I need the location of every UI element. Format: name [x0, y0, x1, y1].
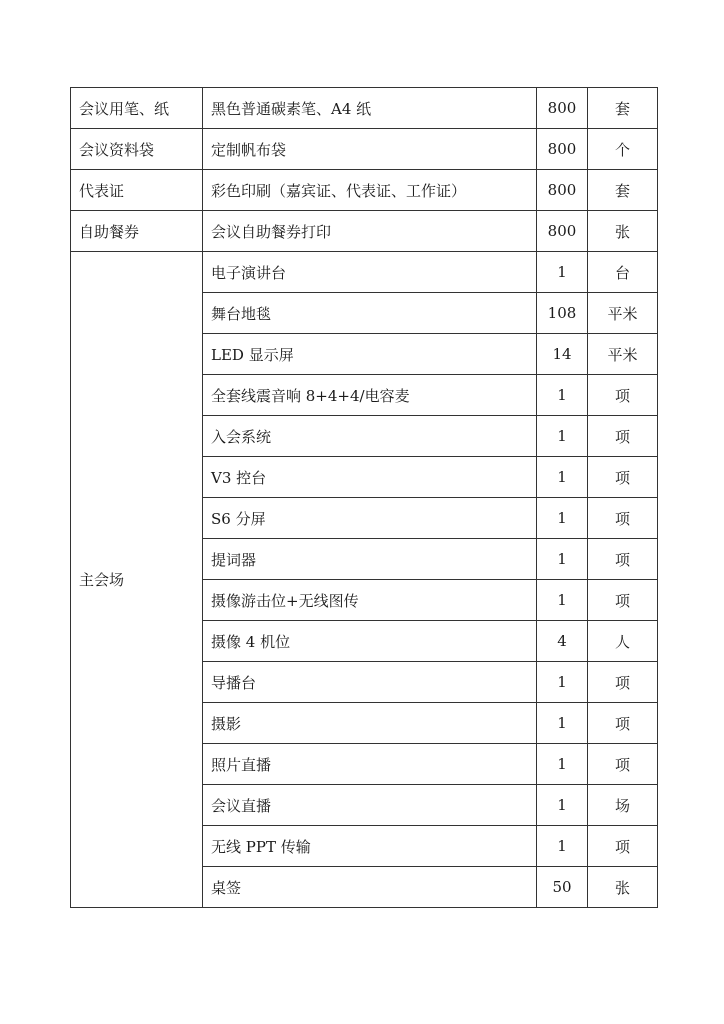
item-cell: 无线 PPT 传输 [203, 826, 537, 867]
quantity-cell: 1 [537, 457, 588, 498]
quantity-cell: 1 [537, 580, 588, 621]
unit-cell: 项 [588, 457, 658, 498]
quantity-cell: 1 [537, 252, 588, 293]
unit-cell: 项 [588, 539, 658, 580]
main-venue-category-cell: 主会场 [71, 252, 203, 908]
quantity-cell: 1 [537, 375, 588, 416]
quantity-cell: 1 [537, 498, 588, 539]
unit-cell: 张 [588, 867, 658, 908]
category-cell: 会议用笔、纸 [71, 88, 203, 129]
category-cell: 代表证 [71, 170, 203, 211]
unit-cell: 套 [588, 170, 658, 211]
item-cell: 桌签 [203, 867, 537, 908]
item-cell: 定制帆布袋 [203, 129, 537, 170]
quantity-cell: 1 [537, 703, 588, 744]
quantity-cell: 1 [537, 539, 588, 580]
unit-cell: 项 [588, 826, 658, 867]
item-cell: 导播台 [203, 662, 537, 703]
unit-cell: 项 [588, 580, 658, 621]
item-cell: 提词器 [203, 539, 537, 580]
unit-cell: 台 [588, 252, 658, 293]
unit-cell: 套 [588, 88, 658, 129]
quantity-cell: 800 [537, 88, 588, 129]
unit-cell: 项 [588, 375, 658, 416]
item-cell: 会议直播 [203, 785, 537, 826]
item-cell: 舞台地毯 [203, 293, 537, 334]
unit-cell: 项 [588, 662, 658, 703]
unit-cell: 张 [588, 211, 658, 252]
quantity-cell: 108 [537, 293, 588, 334]
item-cell: 照片直播 [203, 744, 537, 785]
item-cell: V3 控台 [203, 457, 537, 498]
item-cell: 入会系统 [203, 416, 537, 457]
quantity-cell: 1 [537, 785, 588, 826]
quantity-cell: 1 [537, 416, 588, 457]
category-cell: 会议资料袋 [71, 129, 203, 170]
quantity-cell: 14 [537, 334, 588, 375]
item-cell: 摄影 [203, 703, 537, 744]
table-row [71, 170, 658, 211]
quantity-cell: 1 [537, 826, 588, 867]
unit-cell: 平米 [588, 293, 658, 334]
item-cell: 摄像 4 机位 [203, 621, 537, 662]
item-cell: 彩色印刷（嘉宾证、代表证、工作证） [203, 170, 537, 211]
item-cell: 电子演讲台 [203, 252, 537, 293]
unit-cell: 项 [588, 416, 658, 457]
quantity-cell: 1 [537, 744, 588, 785]
unit-cell: 项 [588, 703, 658, 744]
table-body [71, 88, 658, 908]
equipment-table [70, 87, 658, 908]
quantity-cell: 4 [537, 621, 588, 662]
category-cell: 自助餐券 [71, 211, 203, 252]
quantity-cell: 800 [537, 170, 588, 211]
table-row [71, 129, 658, 170]
unit-cell: 场 [588, 785, 658, 826]
table-row [71, 88, 658, 129]
unit-cell: 项 [588, 498, 658, 539]
unit-cell: 个 [588, 129, 658, 170]
quantity-cell: 50 [537, 867, 588, 908]
item-cell: 摄像游击位+无线图传 [203, 580, 537, 621]
table-row [71, 252, 658, 293]
quantity-cell: 1 [537, 662, 588, 703]
quantity-cell: 800 [537, 129, 588, 170]
item-cell: 黑色普通碳素笔、A4 纸 [203, 88, 537, 129]
item-cell: S6 分屏 [203, 498, 537, 539]
unit-cell: 平米 [588, 334, 658, 375]
item-cell: 全套线震音响 8+4+4/电容麦 [203, 375, 537, 416]
unit-cell: 人 [588, 621, 658, 662]
quantity-cell: 800 [537, 211, 588, 252]
table-row [71, 211, 658, 252]
unit-cell: 项 [588, 744, 658, 785]
item-cell: 会议自助餐券打印 [203, 211, 537, 252]
item-cell: LED 显示屏 [203, 334, 537, 375]
